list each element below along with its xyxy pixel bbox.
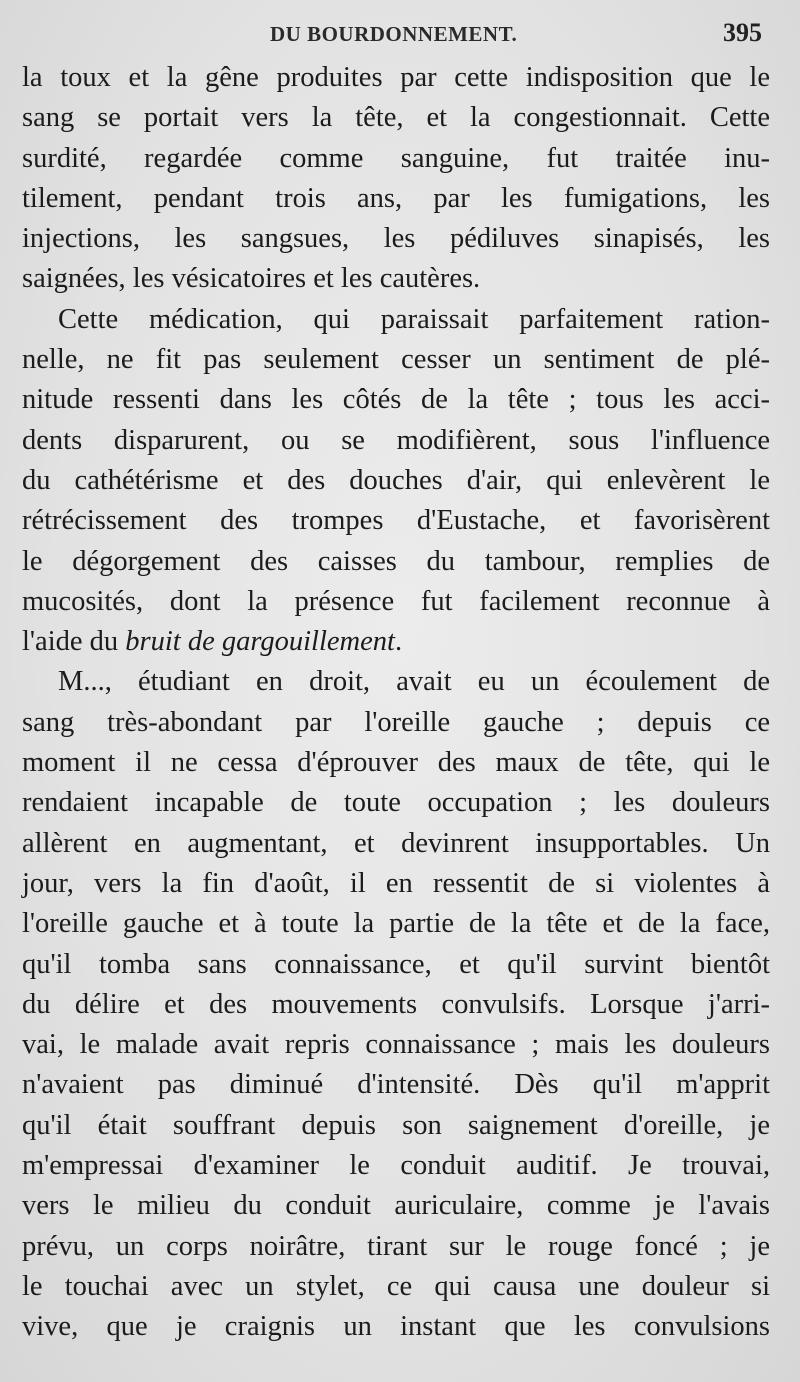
text-line bbox=[22, 622, 770, 662]
text-line: jour, vers la fin d'août, il en ressentit de si violentes à bbox=[22, 867, 770, 899]
text-line: rétrécissement des trompes d'Eustache, et favorisèrent bbox=[22, 505, 770, 537]
text-line: nitude ressenti dans les côtés de la tête ; tous les acci- bbox=[22, 384, 770, 416]
text-line: la toux et la gêne produites par cette indisposition que le bbox=[22, 62, 770, 93]
text-line: allèrent en augmentant, et devinrent insupportables. Un bbox=[22, 827, 770, 859]
text-line: l'oreille gauche et à toute la partie de la tête et de la face, bbox=[22, 908, 770, 940]
text-line: rendaient incapable de toute occupation ; les douleurs bbox=[22, 787, 770, 819]
body-text bbox=[22, 58, 770, 1348]
text-line: du délire et des mouvements convulsifs. Lorsque j'arri- bbox=[22, 988, 770, 1020]
italic-term: bruit de gargouillement bbox=[125, 626, 395, 658]
text-line: moment il ne cessa d'éprouver des maux de tête, qui le bbox=[22, 747, 770, 779]
text-line: m'empressai d'examiner le conduit auditif. Je trouvai, bbox=[22, 1150, 770, 1182]
text-line: mucosités, dont la présence fut facilement reconnue à bbox=[22, 585, 770, 617]
text-line: vers le milieu du conduit auriculaire, comme je l'avais bbox=[22, 1190, 770, 1222]
text-line: le touchai avec un stylet, ce qui causa une douleur si bbox=[22, 1270, 770, 1302]
page-number: 395 bbox=[723, 18, 762, 47]
text-line: saignées, les vésicatoires et les cautères. bbox=[22, 263, 481, 295]
text-line: nelle, ne fit pas seulement cesser un sentiment de plé- bbox=[22, 344, 770, 376]
text-line-roman: l'aide du bbox=[22, 626, 126, 658]
text-line: dents disparurent, ou se modifièrent, sous l'influence bbox=[22, 424, 770, 456]
text-line: vive, que je craignis un instant que les convulsions bbox=[22, 1311, 770, 1343]
text-line: n'avaient pas diminué d'intensité. Dès qu'il m'apprit bbox=[22, 1069, 770, 1101]
text-line: le dégorgement des caisses du tambour, remplies de bbox=[22, 545, 770, 577]
text-line: qu'il tomba sans connaissance, et qu'il survint bientôt bbox=[22, 948, 770, 980]
running-title: DU BOURDONNEMENT. bbox=[270, 22, 518, 46]
text-line: M..., étudiant en droit, avait eu un écoulement de bbox=[58, 666, 770, 698]
text-line-tail: . bbox=[394, 626, 403, 658]
text-line: tilement, pendant trois ans, par les fumigations, les bbox=[22, 182, 770, 214]
text-line: qu'il était souffrant depuis son saignement d'oreille, je bbox=[22, 1109, 770, 1141]
text-line: surdité, regardée comme sanguine, fut traitée inu- bbox=[22, 142, 770, 174]
text-line: vai, le malade avait repris connaissance ; mais les douleurs bbox=[22, 1029, 770, 1061]
text-line: Cette médication, qui paraissait parfaitement ration- bbox=[58, 303, 770, 335]
text-line: sang très-abondant par l'oreille gauche ; depuis ce bbox=[22, 706, 770, 738]
page-header bbox=[22, 10, 770, 58]
text-line: du cathétérisme et des douches d'air, qui enlevèrent le bbox=[22, 464, 770, 496]
text-line: prévu, un corps noirâtre, tirant sur le rouge foncé ; je bbox=[22, 1230, 770, 1262]
text-line: injections, les sangsues, les pédiluves sinapisés, les bbox=[22, 223, 770, 255]
text-line: sang se portait vers la tête, et la congestionnait. Cette bbox=[22, 102, 770, 134]
